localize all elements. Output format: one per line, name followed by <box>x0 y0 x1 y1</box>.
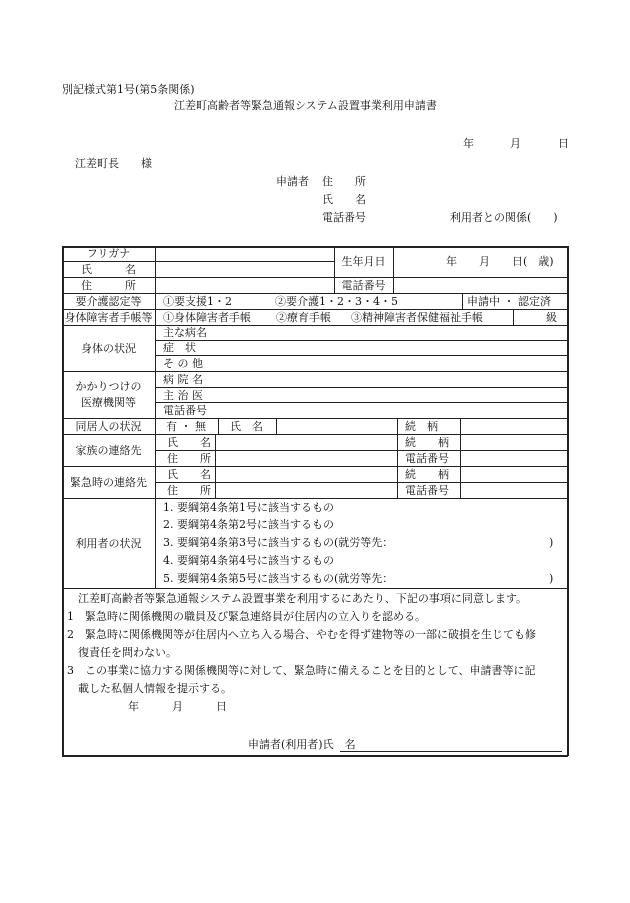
disability-option-1[interactable]: ①身体障害者手帳 <box>163 311 251 324</box>
consent-item-2b: 復責任を問わない。 <box>78 646 177 659</box>
consent-item-3b: 載した私個人情報を提示する。 <box>78 682 232 695</box>
applicant-address-label: 住 所 <box>322 175 366 188</box>
consent-item-3a: 3 この事業に協力する関係機関等に対して、緊急時に備えることを目的として、申請書等に記 <box>67 664 536 677</box>
emergency-relation-label: 続 柄 <box>405 468 449 481</box>
furigana-label: フリガナ <box>86 247 131 260</box>
body-other-label: そ の 他 <box>163 357 203 370</box>
address-label: 住 所 <box>81 279 136 292</box>
family-name-label: 氏 名 <box>167 436 211 449</box>
status-option-5-close: ) <box>549 572 554 585</box>
relation-label: 利用者との関係( ) <box>450 211 558 224</box>
cohabitant-relation-label: 続 柄 <box>405 420 438 433</box>
cohabitant-label: 同居人の状況 <box>75 420 142 433</box>
family-address-label: 住 所 <box>167 452 211 465</box>
emergency-contact-label: 緊急時の連絡先 <box>70 476 147 489</box>
signer-label: 申請者(利用者)氏 名 <box>248 738 356 751</box>
consent-item-1: 1 緊急時に関係機関の職員及び緊急連絡員が住居内の立入りを認める。 <box>67 610 426 623</box>
status-option-3-close: ) <box>549 536 554 549</box>
status-option-2[interactable]: 2. 要綱第4条第2号に該当するもの <box>163 518 334 531</box>
user-status-label: 利用者の状況 <box>75 537 142 550</box>
status-option-3[interactable]: 3. 要綱第4条第3号に該当するもの(就労等先： <box>163 536 394 549</box>
applicant-label: 申請者 <box>276 175 309 188</box>
form-number: 別記様式第1号(第5条関係) <box>62 83 195 96</box>
family-phone-label: 電話番号 <box>405 452 449 465</box>
consent-item-2a: 2 緊急時に関係機関等が住居内へ立ち入る場合、やむを得ず建物等の一部に破損を生じても修 <box>67 628 536 641</box>
birthdate-label: 生年月日 <box>341 255 386 268</box>
family-contact-label: 家族の連絡先 <box>75 444 142 457</box>
care-support-option[interactable]: ①要支援1・2 <box>163 295 232 308</box>
date-day-label: 日 <box>558 137 569 150</box>
status-option-5[interactable]: 5. 要綱第4条第5号に該当するもの(就労等先： <box>163 572 394 585</box>
name-label: 氏 名 <box>81 263 136 276</box>
page-title: 江差町高齢者等緊急通報システム設置事業利用申請書 <box>174 99 437 112</box>
applicant-name-label: 氏 名 <box>322 193 366 206</box>
body-disease-label: 主な病名 <box>163 326 207 339</box>
applicant-phone-label: 電話番号 <box>322 211 366 224</box>
cohabitant-yesno[interactable]: 有 ・ 無 <box>166 420 206 433</box>
date-year-label: 年 <box>463 137 474 150</box>
emergency-address-label: 住 所 <box>167 484 211 497</box>
clinic-label-line1: かかりつけの <box>75 380 142 393</box>
disability-grade-label: 級 <box>546 311 557 324</box>
disability-option-2[interactable]: ②療育手帳 <box>276 311 331 324</box>
date-month-label: 月 <box>510 137 521 150</box>
care-level-option[interactable]: ②要介護1・2・3・4・5 <box>275 295 398 308</box>
cohabitant-name-label: 氏 名 <box>230 420 263 433</box>
body-symptom-label: 症 状 <box>163 341 196 354</box>
clinic-doctor-label: 主 治 医 <box>163 389 203 402</box>
disability-label: 身体障害者手帳等 <box>64 311 153 324</box>
addressee: 江差町長 様 <box>75 157 152 170</box>
birthdate-value: 年 月 日( 歳) <box>446 255 554 268</box>
clinic-hospital-label: 病 院 名 <box>163 373 203 386</box>
status-option-1[interactable]: 1. 要綱第4条第1号に該当するもの <box>163 501 334 514</box>
family-relation-label: 続 柄 <box>405 436 449 449</box>
care-status-option[interactable]: 申請中 ・ 認定済 <box>467 295 551 308</box>
care-label: 要介護認定等 <box>75 295 142 308</box>
disability-option-3[interactable]: ③精神障害者保健福祉手帳 <box>351 311 483 324</box>
consent-intro: 江差町高齢者等緊急通報システム設置事業を利用するにあたり、下記の事項に同意します。 <box>78 592 528 605</box>
clinic-phone-label: 電話番号 <box>163 404 207 417</box>
status-option-4[interactable]: 4. 要綱第4条第4号に該当するもの <box>163 554 334 567</box>
emergency-phone-label: 電話番号 <box>405 484 449 497</box>
phone-label: 電話番号 <box>341 279 386 292</box>
consent-date: 年 月 日 <box>128 700 227 713</box>
emergency-name-label: 氏 名 <box>167 468 211 481</box>
clinic-label-line2: 医療機関等 <box>81 396 136 409</box>
body-status-label: 身体の状況 <box>81 342 136 355</box>
